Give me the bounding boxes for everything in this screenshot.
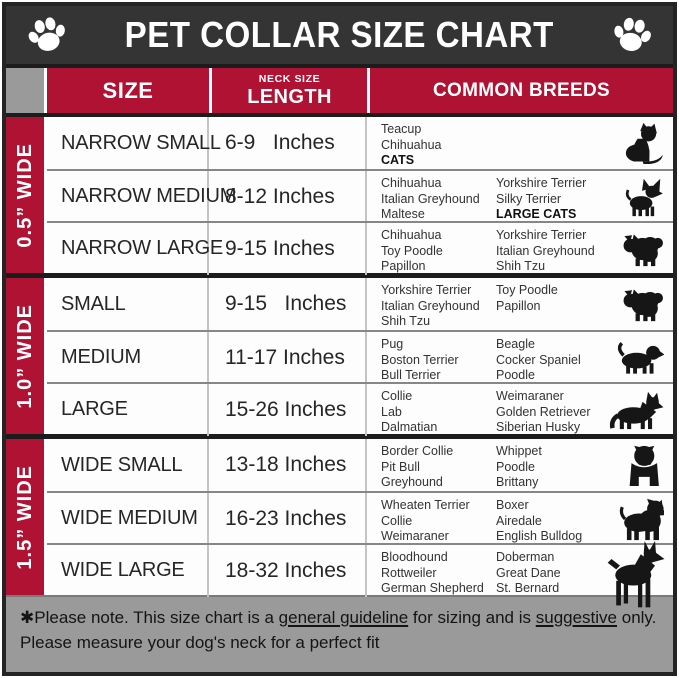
breeds-column-2 xyxy=(496,337,581,384)
breed-name: Toy Poodle xyxy=(496,283,558,297)
breed-name: LARGE CATS xyxy=(496,207,577,221)
breed-name: Bull Terrier xyxy=(381,368,441,382)
column-headers xyxy=(47,68,673,113)
pitbull-standing-icon xyxy=(615,497,665,541)
breeds-cell xyxy=(367,493,673,545)
breeds-cell xyxy=(367,278,673,330)
breeds-cell xyxy=(367,171,673,223)
width-group xyxy=(6,117,673,273)
neck-size-cell: 13-18 Inches xyxy=(209,439,367,491)
size-cell: NARROW SMALL xyxy=(47,117,209,169)
width-group-rows xyxy=(47,439,673,595)
collar-width-label: 0.5” WIDE xyxy=(13,142,36,248)
breed-name: Weimaraner xyxy=(496,389,564,403)
breed-name: Papillon xyxy=(381,259,426,273)
table-row xyxy=(47,491,673,543)
breed-name: Poodle xyxy=(496,368,535,382)
neck-size-cell: 16-23 Inches xyxy=(209,493,367,545)
doberman-icon xyxy=(602,541,665,613)
table-row xyxy=(47,117,673,169)
fluffy-dog-icon xyxy=(621,231,664,267)
neck-size-cell: 9-15 Inches xyxy=(209,278,367,330)
breed-name: Yorkshire Terrier xyxy=(496,228,587,242)
breeds-column-1 xyxy=(381,228,496,275)
breed-name: Bloodhound xyxy=(381,550,448,564)
breeds-column-1 xyxy=(381,283,496,330)
breed-name: Pug xyxy=(381,337,404,351)
column-header-size: SIZE xyxy=(47,68,209,113)
table-row xyxy=(47,330,673,382)
breed-name: Poodle xyxy=(496,459,535,474)
breeds-cell xyxy=(367,332,673,384)
breed-name: Toy Poodle xyxy=(381,243,443,258)
collar-width-label: 1.5” WIDE xyxy=(13,464,36,570)
neck-size-cell: 15-26 Inches xyxy=(209,384,367,436)
breed-name: Lab xyxy=(381,404,402,419)
footnote-line-2: Please measure your dog's neck for a perfect fit xyxy=(20,632,380,652)
breeds-cell xyxy=(367,384,673,436)
width-group-label-bar xyxy=(6,439,44,595)
breed-name: CATS xyxy=(381,153,415,167)
breed-name: Chihuahua xyxy=(381,137,442,152)
breed-name: Golden Retriever xyxy=(496,404,591,419)
size-cell: NARROW MEDIUM xyxy=(47,171,209,223)
breeds-column-1 xyxy=(381,122,496,169)
breed-name: Collie xyxy=(381,389,413,403)
width-group-rows xyxy=(47,278,673,434)
breeds-column-1 xyxy=(381,337,496,384)
breeds-column-1 xyxy=(381,550,496,597)
breed-name: Rottweiler xyxy=(381,565,437,580)
width-group xyxy=(6,439,673,595)
page-title: PET COLLAR SIZE CHART xyxy=(124,14,555,55)
breed-name: Dalmatian xyxy=(381,420,438,434)
breed-name: Greyhound xyxy=(381,475,443,489)
underlined-text: suggestive xyxy=(535,608,618,627)
breed-name: Great Dane xyxy=(496,565,561,580)
breeds-column-1 xyxy=(381,176,496,223)
table-row xyxy=(47,169,673,221)
breed-name: Boxer xyxy=(496,498,529,512)
beagle-icon xyxy=(614,341,664,374)
breed-name: Italian Greyhound xyxy=(381,298,480,313)
chihuahua-icon xyxy=(622,177,664,217)
breed-name: Shih Tzu xyxy=(496,259,546,273)
breed-name: Doberman xyxy=(496,550,555,564)
breed-name: St. Bernard xyxy=(496,581,560,595)
breeds-column-1 xyxy=(381,444,496,491)
breed-name: Whippet xyxy=(496,444,542,458)
width-group-label-bar xyxy=(6,278,44,434)
neck-size-cell: 6-9 Inches xyxy=(209,117,367,169)
paw-print-icon xyxy=(608,12,656,59)
breed-name: Beagle xyxy=(496,337,535,351)
title-bar xyxy=(6,6,673,68)
breeds-column-2 xyxy=(496,550,561,597)
neck-size-cell: 11-17 Inches xyxy=(209,332,367,384)
breed-name: Chihuahua xyxy=(381,228,442,242)
cat-sitting-icon xyxy=(620,122,664,164)
paw-print-icon xyxy=(22,11,72,60)
breed-name: Weimaraner xyxy=(381,529,449,543)
breed-name: Wheaten Terrier xyxy=(381,498,470,512)
table-row xyxy=(47,278,673,330)
size-cell: WIDE MEDIUM xyxy=(47,493,209,545)
breeds-cell xyxy=(367,117,673,169)
neck-size-cell: 18-32 Inches xyxy=(209,545,367,597)
breed-name: Papillon xyxy=(496,298,541,313)
breed-name: Cocker Spaniel xyxy=(496,352,581,367)
column-header-neck-size: NECK SIZE LENGTH xyxy=(209,68,367,113)
column-header-row xyxy=(6,68,673,113)
size-cell: NARROW LARGE xyxy=(47,223,209,275)
breeds-cell xyxy=(367,545,673,597)
size-cell: LARGE xyxy=(47,384,209,436)
width-group xyxy=(6,278,673,434)
size-cell: WIDE LARGE xyxy=(47,545,209,597)
width-group-rows xyxy=(47,117,673,273)
breed-name: Italian Greyhound xyxy=(496,243,595,258)
neck-size-cell: 9-15 Inches xyxy=(209,223,367,275)
breed-name: Pit Bull xyxy=(381,459,420,474)
header-corner-spacer xyxy=(6,68,44,113)
width-group-label-bar xyxy=(6,117,44,273)
size-cell: MEDIUM xyxy=(47,332,209,384)
chart-frame xyxy=(2,2,677,676)
size-cell: WIDE SMALL xyxy=(47,439,209,491)
neck-size-cell: 8-12 Inches xyxy=(209,171,367,223)
breed-name: Maltese xyxy=(381,207,425,221)
breeds-column-2 xyxy=(496,498,582,545)
breeds-column-1 xyxy=(381,389,496,436)
table-row xyxy=(47,382,673,434)
column-header-common-breeds: COMMON BREEDS xyxy=(367,68,673,113)
breed-name: Yorkshire Terrier xyxy=(496,176,587,190)
breed-name: Border Collie xyxy=(381,444,454,458)
breeds-column-1 xyxy=(381,498,496,545)
breeds-column-2 xyxy=(496,283,558,314)
breeds-column-2 xyxy=(496,389,591,436)
breed-name: English Bulldog xyxy=(496,529,583,543)
breeds-column-2 xyxy=(496,228,595,275)
breed-name: German Shepherd xyxy=(381,581,484,595)
breed-name: Siberian Husky xyxy=(496,420,581,434)
pitbull-bust-icon xyxy=(626,444,664,486)
breed-name: Silky Terrier xyxy=(496,191,562,206)
breed-name: Teacup xyxy=(381,122,422,136)
breeds-column-2 xyxy=(496,176,586,223)
collar-width-label: 1.0” WIDE xyxy=(13,303,36,409)
breeds-cell xyxy=(367,223,673,275)
table-row xyxy=(47,221,673,273)
breed-name: Chihuahua xyxy=(381,176,442,190)
breed-name: Airedale xyxy=(496,513,542,528)
shepherd-dog-icon xyxy=(608,390,664,430)
breed-name: Yorkshire Terrier xyxy=(381,283,472,297)
breed-name: Boston Terrier xyxy=(381,352,459,367)
footnote-line-1: ✱Please note. This size chart is a general guideline for sizing and is suggestive only. xyxy=(20,608,657,627)
breed-name: Collie xyxy=(381,513,413,528)
breeds-column-2 xyxy=(496,444,542,491)
underlined-text: general guideline xyxy=(278,608,409,627)
footnote xyxy=(6,595,673,672)
fluffy-dog-icon xyxy=(621,286,664,322)
breeds-cell xyxy=(367,439,673,491)
breed-name: Brittany xyxy=(496,475,539,489)
breed-name: Shih Tzu xyxy=(381,314,431,328)
table-row xyxy=(47,543,673,595)
size-cell: SMALL xyxy=(47,278,209,330)
table-row xyxy=(47,439,673,491)
breed-name: Italian Greyhound xyxy=(381,191,480,206)
